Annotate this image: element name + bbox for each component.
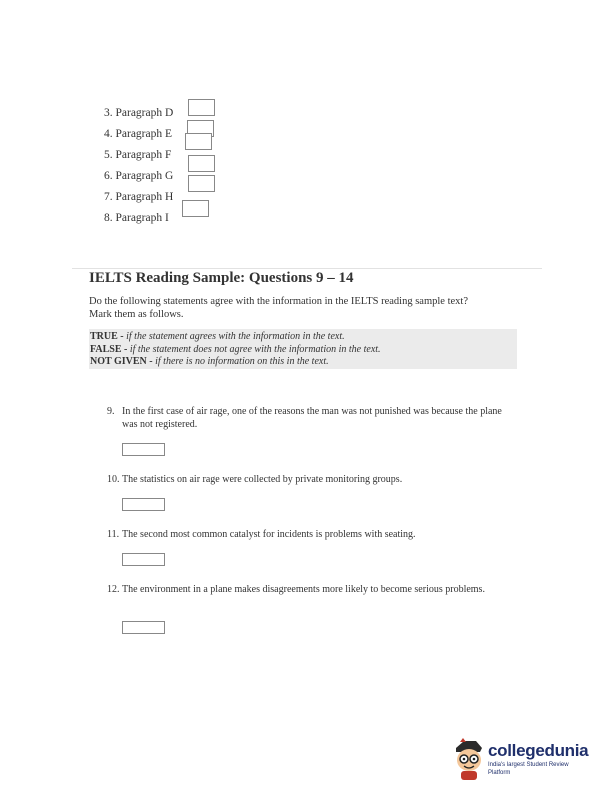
item-label: Paragraph D [115, 107, 174, 119]
legend-key: FALSE - [90, 343, 128, 355]
instructions-line: Do the following statements agree with the information in the IELTS reading sample text? [89, 296, 468, 307]
legend-desc: if the statement does not agree with the information in the text. [129, 343, 381, 355]
item-number: 8. [104, 212, 113, 224]
answer-box[interactable] [122, 443, 165, 456]
paragraph-item [104, 145, 173, 166]
legend-key: NOT GIVEN - [90, 356, 153, 367]
question-text: In the first case of air rage, one of the reasons the man was not punished was because the plane was not registered. [122, 406, 502, 430]
logo-tagline: India's largest Student Review Platform [488, 762, 569, 776]
answer-key-legend [89, 329, 517, 369]
item-number: 3. [104, 107, 113, 119]
paragraph-item [104, 124, 173, 145]
answer-box[interactable] [185, 133, 212, 150]
item-label: Paragraph E [115, 128, 173, 140]
instructions [89, 295, 529, 321]
item-label: Paragraph G [115, 170, 174, 182]
answer-box[interactable] [122, 553, 165, 566]
paragraph-item [104, 208, 173, 229]
paragraph-matching-list [104, 103, 173, 229]
legend-key: TRUE - [90, 331, 124, 342]
section-title: IELTS Reading Sample: Questions 9 – 14 [89, 270, 354, 286]
item-label: Paragraph F [115, 149, 172, 161]
answer-box[interactable] [122, 498, 165, 511]
legend-desc: if the statement agrees with the information in the text. [126, 331, 345, 342]
item-number: 4. [104, 128, 113, 140]
legend-row [90, 356, 517, 369]
question-number: 9. [107, 406, 115, 417]
item-label: Paragraph I [115, 212, 169, 224]
item-number: 6. [104, 170, 113, 182]
item-number: 7. [104, 191, 113, 203]
answer-box[interactable] [188, 155, 215, 172]
question-number: 12. [107, 584, 120, 595]
paragraph-item [104, 103, 173, 124]
legend-row [90, 344, 517, 357]
question-text: The second most common catalyst for incidents is problems with seating. [122, 529, 416, 540]
mascot-icon [450, 738, 486, 782]
collegedunia-logo [450, 738, 590, 784]
question-number: 11. [107, 529, 120, 540]
question-text: The statistics on air rage were collected by private monitoring groups. [122, 474, 403, 485]
item-number: 5. [104, 149, 113, 161]
answer-box[interactable] [188, 99, 215, 116]
question-number: 10. [107, 474, 120, 485]
question-text: The environment in a plane makes disagreements more likely to become serious problems. [122, 584, 485, 595]
paragraph-item [104, 166, 173, 187]
legend-row [90, 331, 517, 344]
item-label: Paragraph H [115, 191, 174, 203]
answer-box[interactable] [182, 200, 209, 217]
instructions-line: Mark them as follows. [89, 309, 184, 320]
answer-box[interactable] [122, 621, 165, 634]
answer-box[interactable] [188, 175, 215, 192]
logo-name: collegedunia [488, 741, 589, 760]
legend-desc: if there is no information on this in the text. [155, 356, 329, 367]
paragraph-item [104, 187, 173, 208]
